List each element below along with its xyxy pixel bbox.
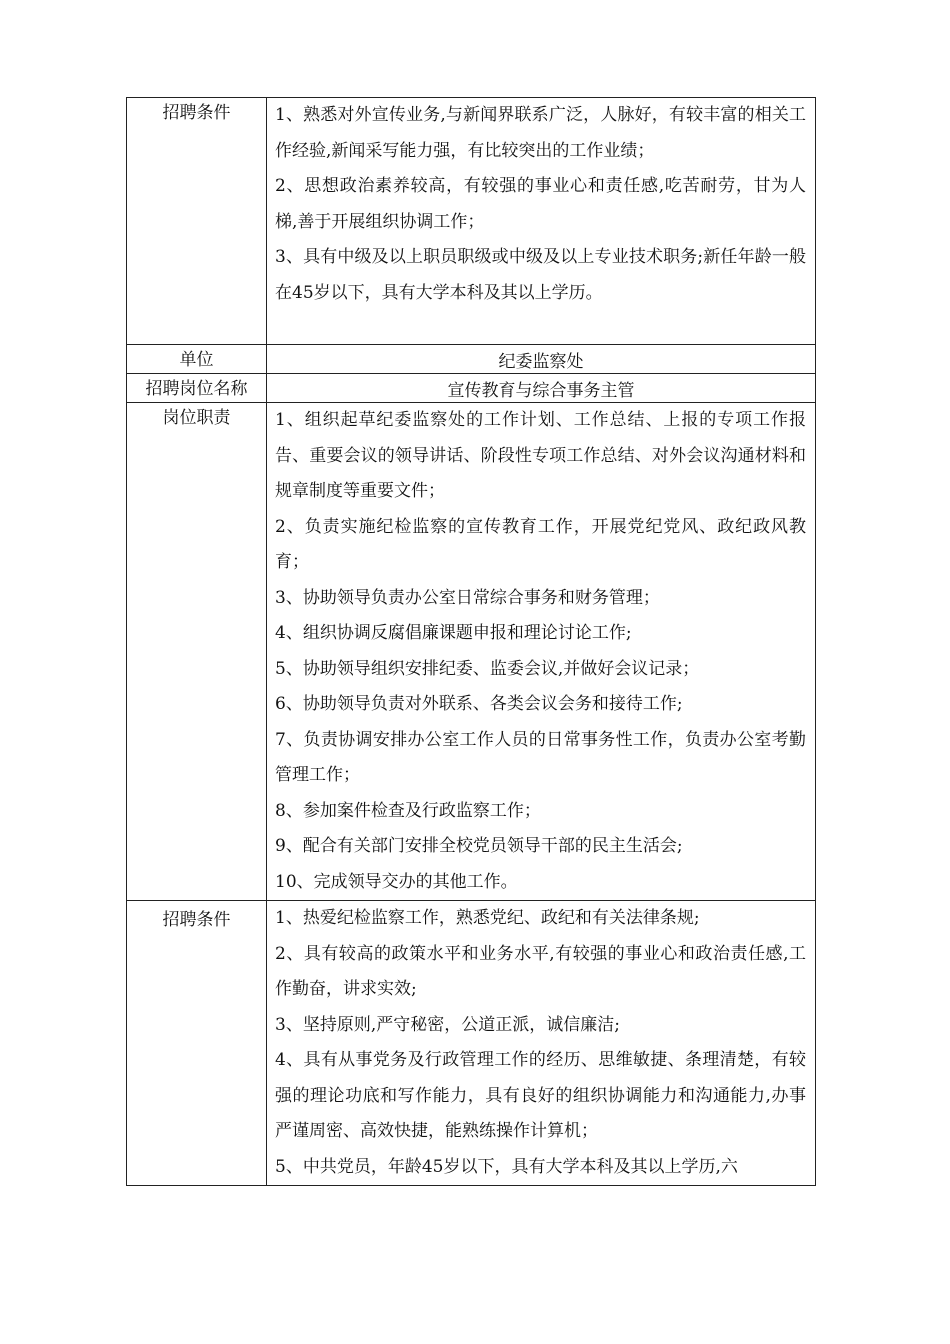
duty-item: 10、完成领导交办的其他工作。 bbox=[275, 871, 518, 892]
requirements-content-2 bbox=[267, 901, 816, 1186]
row-unit bbox=[127, 345, 816, 374]
requirement-item: 5、中共党员，年龄45岁以下，具有大学本科及其以上学历,六 bbox=[275, 1156, 738, 1177]
row-requirements-1 bbox=[127, 98, 816, 345]
row-requirements-2 bbox=[127, 901, 816, 1186]
duty-item: 7、负责协调安排办公室工作人员的日常事务性工作，负责办公室考勤管理工作； bbox=[275, 729, 806, 785]
duty-item: 4、组织协调反腐倡廉课题申报和理论讨论工作; bbox=[275, 623, 632, 643]
row-post-name bbox=[127, 374, 816, 403]
requirement-item: 1、熟悉对外宣传业务,与新闻界联系广泛，人脉好，有较丰富的相关工作经验,新闻采写能力强，有比较突出的工作业绩； bbox=[275, 105, 806, 161]
unit-value: 纪委监察处 bbox=[267, 345, 816, 374]
post-name-label: 招聘岗位名称 bbox=[127, 374, 267, 403]
requirements-label-2: 招聘条件 bbox=[127, 901, 267, 1186]
requirement-item: 1、热爱纪检监察工作，熟悉党纪、政纪和有关法律条规; bbox=[275, 908, 700, 928]
requirement-item: 2、思想政治素养较高，有较强的事业心和责任感,吃苦耐劳，甘为人梯,善于开展组织协调工作； bbox=[275, 176, 806, 232]
post-name-value: 宣传教育与综合事务主管 bbox=[267, 374, 816, 403]
unit-label: 单位 bbox=[127, 345, 267, 374]
duty-item: 6、协助领导负责对外联系、各类会议会务和接待工作; bbox=[275, 694, 683, 714]
duties-content bbox=[267, 403, 816, 901]
requirements-label-1: 招聘条件 bbox=[127, 98, 267, 345]
requirements-content-1 bbox=[267, 98, 816, 345]
recruitment-table bbox=[126, 97, 816, 1186]
requirement-item: 4、具有从事党务及行政管理工作的经历、思维敏捷、条理清楚，有较强的理论功底和写作能力，具有良好的组织协调能力和沟通能力,办事严谨周密、高效快捷，能熟练操作计算机； bbox=[275, 1050, 806, 1141]
duties-label: 岗位职责 bbox=[127, 403, 267, 901]
duty-item: 8、参加案件检查及行政监察工作； bbox=[275, 800, 541, 821]
duty-item: 3、协助领导负责办公室日常综合事务和财务管理； bbox=[275, 587, 660, 608]
duty-item: 9、配合有关部门安排全校党员领导干部的民主生活会; bbox=[275, 836, 683, 856]
requirement-item: 2、具有较高的政策水平和业务水平,有较强的事业心和政治责任感,工作勤奋，讲求实效; bbox=[275, 943, 806, 999]
requirement-item: 3、具有中级及以上职员职级或中级及以上专业技术职务;新任年龄一般在45岁以下，具有大学本科及其以上学历。 bbox=[275, 247, 806, 303]
duty-item: 1、组织起草纪委监察处的工作计划、工作总结、上报的专项工作报告、重要会议的领导讲话、阶段性专项工作总结、对外会议沟通材料和规章制度等重要文件； bbox=[275, 410, 806, 501]
row-duties bbox=[127, 403, 816, 901]
duty-item: 2、负责实施纪检监察的宣传教育工作，开展党纪党风、政纪政风教育； bbox=[275, 516, 806, 572]
requirement-item: 3、坚持原则,严守秘密，公道正派，诚信廉洁; bbox=[275, 1014, 620, 1035]
duty-item: 5、协助领导组织安排纪委、监委会议,并做好会议记录； bbox=[275, 658, 700, 679]
